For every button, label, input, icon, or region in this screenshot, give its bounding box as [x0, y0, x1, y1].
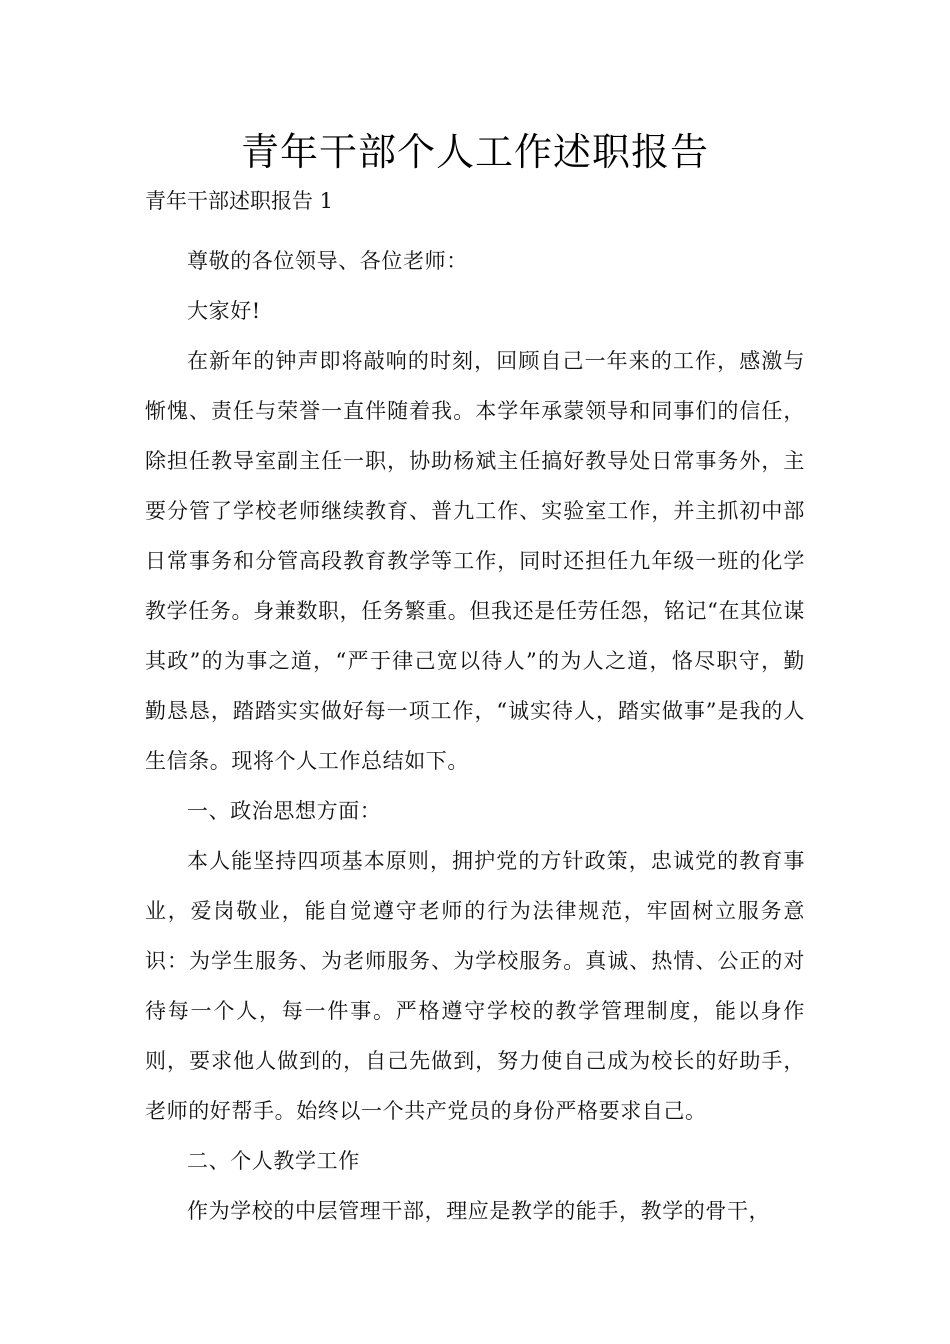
section-heading-political: 一、政治思想方面： — [187, 799, 382, 823]
section-heading-teaching: 二、个人教学工作 — [187, 1149, 360, 1173]
political-paragraph: 本人能坚持四项基本原则，拥护党的方针政策，忠诚党的教育事业，爱岗敬业，能自觉遵守老师的行为法律规范，牢固树立服务意识：为学生服务、为老师服务、为学校服务。真诚、热情、公正的对待每一个人，每一件事。严格遵守学校的教学管理制度，能以身作则，要求他人做到的，自己先做到，努力使自己成为校长的好助手，老师的好帮手。始终以一个共产党员的身份严格要求自己。 — [145, 849, 805, 1123]
document-title: 青年干部个人工作述职报告 — [240, 130, 709, 174]
intro-paragraph: 在新年的钟声即将敲响的时刻，回顾自己一年来的工作，感激与惭愧、责任与荣誉一直伴随着我。本学年承蒙领导和同事们的信任，除担任教导室副主任一职，协助杨斌主任搞好教导处日常事务外，主要分管了学校老师继续教育、普九工作、实验室工作，并主抓初中部日常事务和分管高段教育教学等工作，同时还担任九年级一班的化学教学任务。身兼数职，任务繁重。但我还是任劳任怨，铭记“在其位谋其政”的为事之道，“严于律己宽以待人”的为人之道，恪尽职守，勤勤恳恳，踏踏实实做好每一项工作，“诚实待人，踏实做事”是我的人生信条。现将个人工作总结如下。 — [145, 349, 805, 773]
teaching-paragraph: 作为学校的中层管理干部，理应是教学的能手，教学的骨干， — [187, 1199, 771, 1223]
document-body — [145, 236, 805, 1236]
salutation-paragraph: 尊敬的各位领导、各位老师： — [187, 249, 468, 273]
greeting-paragraph: 大家好! — [187, 299, 261, 323]
document-subtitle: 青年干部述职报告 1 — [145, 189, 334, 213]
